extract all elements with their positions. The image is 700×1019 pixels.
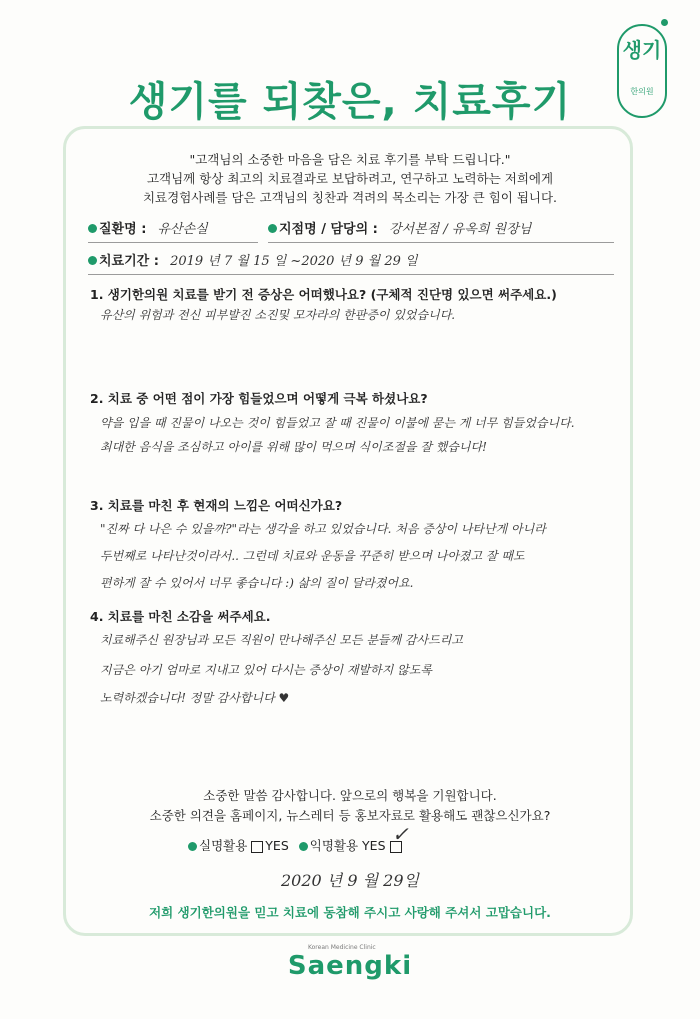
answer-4-line-1: 치료해주신 원장님과 모든 직원이 만나해주신 모든 분들께 감사드리고 [100,633,463,647]
check-mark: ✓ [392,822,409,846]
disease-value: 유산손실 [157,222,208,237]
intro-line-2: 고객님께 항상 최고의 치료결과로 보답하려고, 연구하고 노력하는 저희에게 [146,171,554,186]
answer-2-line-2: 최대한 음식을 조심하고 아이를 위해 많이 먹으며 식이조절을 잘 했습니다! [100,440,487,454]
closing-line-1: 소중한 말씀 감사합니다. 앞으로의 행복을 기원합니다. [203,788,497,803]
intro-line-1: "고객님의 소중한 마음을 담은 치료 후기를 부탁 드립니다." [189,152,511,167]
period-value: 2019 년 7 월 15 일 ~2020 년 9 월 29 일 [170,254,418,269]
question-3: 3. 치료를 마친 후 현재의 느낌은 어떠신가요? [90,498,343,513]
answer-3-line-2: 두번째로 나타난것이라서.. 그런데 치료와 운동을 꾸준히 받으며 나아졌고 잘 때도 [100,549,525,563]
intro-line-3: 치료경험사례를 담은 고객님의 칭찬과 격려의 목소리는 가장 큰 힘이 됩니다. [142,190,558,205]
bullet-icon [299,842,308,851]
real-name-yes: YES [265,838,289,853]
closing-line-2: 소중한 의견을 홈페이지, 뉴스레터 등 홍보자료로 활용해도 괜찮으신가요? [149,808,551,823]
answer-4-line-2: 지금은 아기 엄마로 지내고 있어 다시는 증상이 재발하지 않도록 [100,663,432,677]
disease-field [88,218,258,243]
disease-label: 질환명 : [99,222,147,237]
answer-2-line-1: 약을 입을 때 진물이 나오는 것이 힘들었고 잘 때 진물이 이불에 묻는 게 너무 힘들었습니다. [100,416,575,430]
branch-field [268,218,614,243]
anon-yes: YES [362,838,386,853]
period-label: 치료기간 : [99,254,159,269]
branch-value: 강서본점 / 유옥희 원장님 [388,222,532,237]
question-1: 1. 생기한의원 치료를 받기 전 증상은 어떠했나요? (구체적 진단명 있으면 써주세요.) [90,287,557,302]
bullet-icon [88,256,97,265]
logo-dot [661,19,668,26]
branch-label: 지점명 / 담당의 : [279,222,378,237]
brand-logo: Saengki [287,951,413,981]
bullet-icon [188,842,197,851]
signed-date: 2020 년 9 월 29일 [281,871,419,890]
period-field [88,250,614,275]
logo-small-text: 한의원 [630,87,654,96]
bullet-icon [268,224,277,233]
answer-1-line-1: 유산의 위험과 전신 피부발진 소진및 모자라의 한판증이 있었습니다. [100,308,456,322]
logo-text: 생기 [622,38,662,62]
thanks-line: 저희 생기한의원을 믿고 치료에 동참해 주시고 사랑해 주셔서 고맙습니다. [149,905,551,920]
brand-subtitle: Korean Medicine Clinic [308,944,376,951]
bullet-icon [88,224,97,233]
real-name-label: 실명활용 [199,838,248,853]
question-2: 2. 치료 중 어떤 점이 가장 힘들었으며 어떻게 극복 하셨나요? [90,391,428,406]
anon-label: 익명활용 [309,838,359,853]
answer-3-line-1: "진짜 다 나은 수 있을까?"라는 생각을 하고 있었습니다. 처음 증상이 나타난게 아니라 [100,522,546,536]
consent-row [188,836,404,854]
real-name-checkbox[interactable] [251,841,263,853]
answer-4-line-3: 노력하겠습니다! 정말 감사합니다 ♥ [100,691,290,705]
question-4: 4. 치료를 마친 소감을 써주세요. [90,609,271,624]
logo-badge [617,24,667,118]
answer-3-line-3: 편하게 잘 수 있어서 너무 좋습니다 :) 삶의 질이 달라졌어요. [100,576,414,590]
page-title: 생기를 되찾은, 치료후기 [128,79,572,125]
